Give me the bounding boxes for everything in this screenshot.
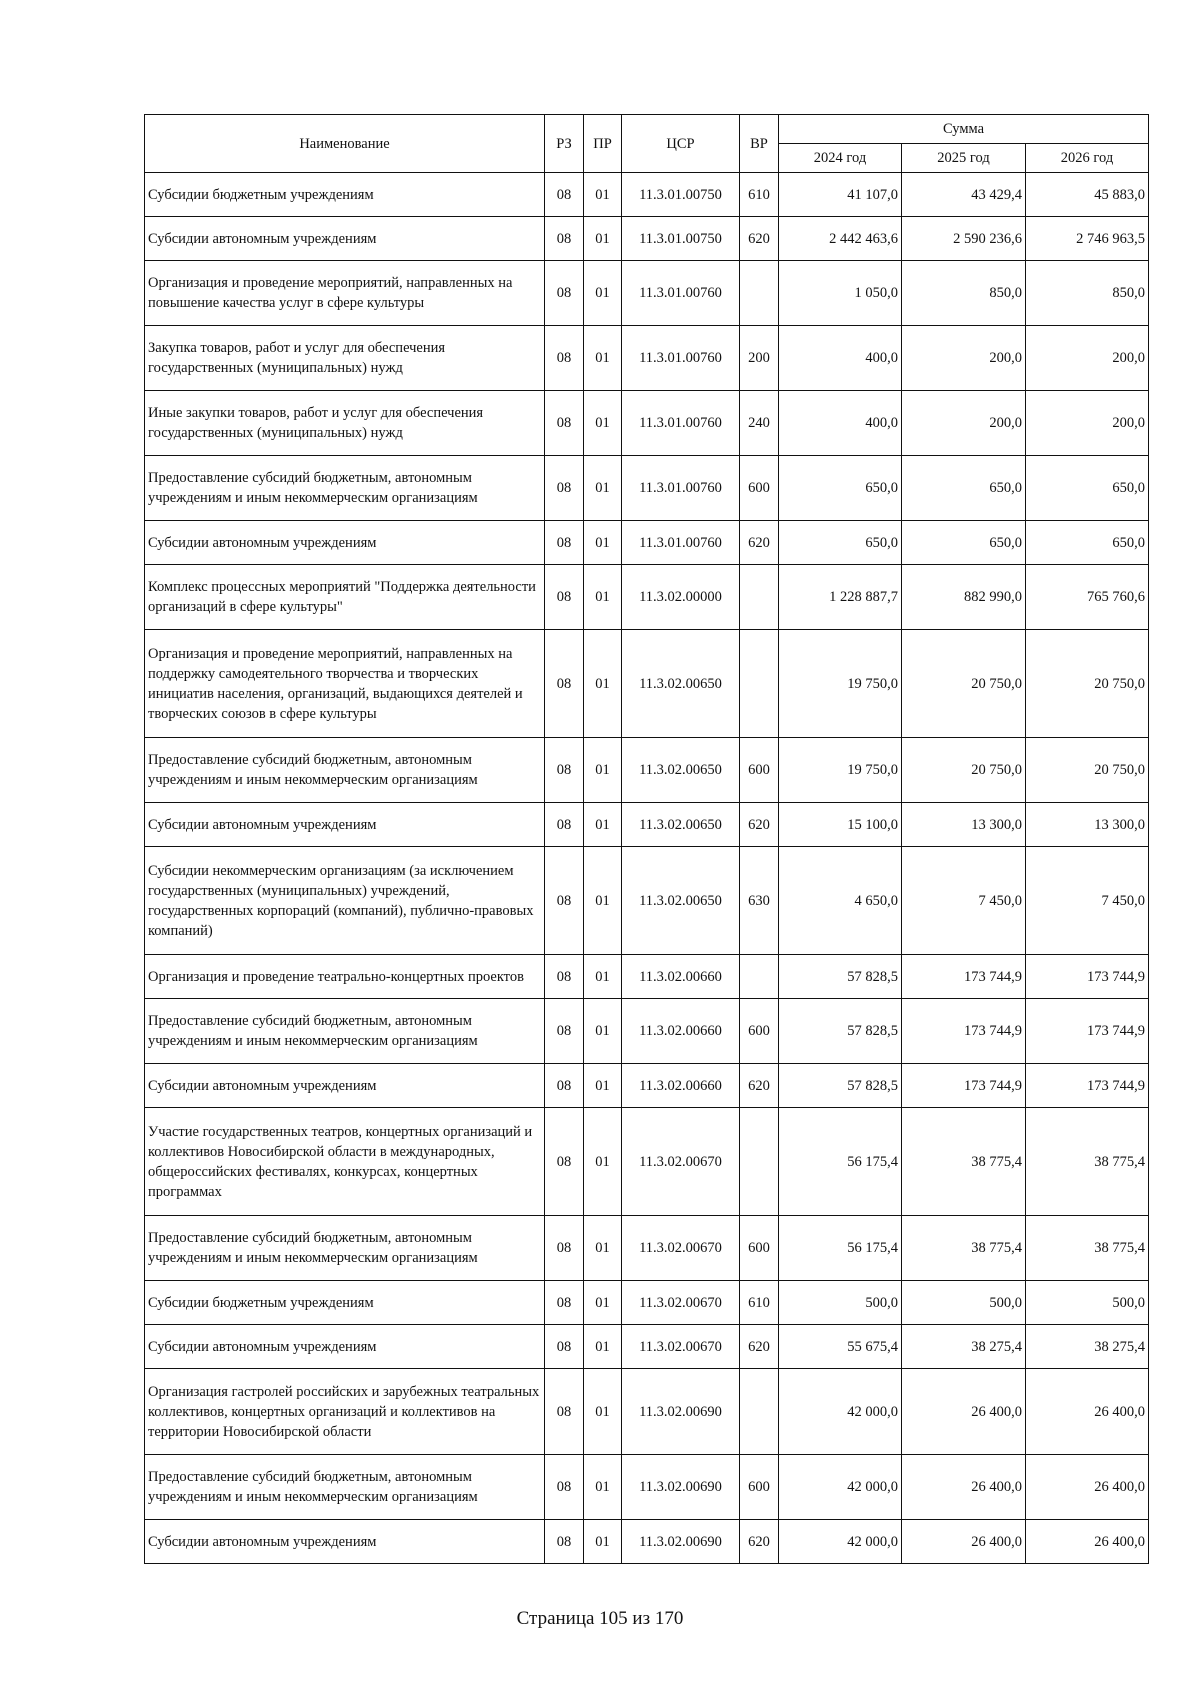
row-sum-2026: 650,0 <box>1026 456 1149 521</box>
row-name: Закупка товаров, работ и услуг для обеспечения государственных (муниципальных) нужд <box>145 326 545 391</box>
row-csr: 11.3.02.00650 <box>622 630 740 738</box>
header-2026: 2026 год <box>1026 144 1149 173</box>
row-rz: 08 <box>545 847 584 955</box>
row-csr: 11.3.02.00670 <box>622 1325 740 1369</box>
page-number: Страница 105 из 170 <box>516 1608 684 1629</box>
row-csr: 11.3.02.00660 <box>622 1064 740 1108</box>
row-sum-2024: 55 675,4 <box>779 1325 902 1369</box>
row-name: Субсидии бюджетным учреждениям <box>145 1281 545 1325</box>
row-pr: 01 <box>584 1281 622 1325</box>
row-pr: 01 <box>584 1520 622 1564</box>
row-sum-2024: 57 828,5 <box>779 955 902 999</box>
row-vr: 620 <box>740 1520 779 1564</box>
table-row <box>145 261 1149 326</box>
row-vr <box>740 1369 779 1455</box>
row-csr: 11.3.02.00690 <box>622 1369 740 1455</box>
row-sum-2025: 20 750,0 <box>902 630 1026 738</box>
header-2025: 2025 год <box>902 144 1026 173</box>
row-sum-2024: 57 828,5 <box>779 1064 902 1108</box>
row-sum-2026: 500,0 <box>1026 1281 1149 1325</box>
row-sum-2024: 19 750,0 <box>779 630 902 738</box>
row-csr: 11.3.01.00750 <box>622 173 740 217</box>
row-sum-2026: 20 750,0 <box>1026 738 1149 803</box>
row-rz: 08 <box>545 955 584 999</box>
table-row <box>145 999 1149 1064</box>
row-name: Субсидии автономным учреждениям <box>145 521 545 565</box>
row-name: Организация и проведение театрально-концертных проектов <box>145 955 545 999</box>
row-sum-2025: 38 775,4 <box>902 1216 1026 1281</box>
table-row <box>145 521 1149 565</box>
row-rz: 08 <box>545 803 584 847</box>
row-pr: 01 <box>584 1369 622 1455</box>
row-pr: 01 <box>584 630 622 738</box>
row-sum-2025: 26 400,0 <box>902 1455 1026 1520</box>
row-pr: 01 <box>584 803 622 847</box>
row-rz: 08 <box>545 1455 584 1520</box>
table-row <box>145 456 1149 521</box>
row-pr: 01 <box>584 326 622 391</box>
row-sum-2024: 42 000,0 <box>779 1455 902 1520</box>
row-name: Участие государственных театров, концертных организаций и коллективов Новосибирской области в международных, общероссийских фестивалях, конкурсах, концертных программах <box>145 1108 545 1216</box>
row-sum-2024: 15 100,0 <box>779 803 902 847</box>
row-sum-2024: 57 828,5 <box>779 999 902 1064</box>
row-rz: 08 <box>545 1281 584 1325</box>
row-vr: 600 <box>740 999 779 1064</box>
row-sum-2026: 38 275,4 <box>1026 1325 1149 1369</box>
row-pr: 01 <box>584 173 622 217</box>
row-name: Иные закупки товаров, работ и услуг для обеспечения государственных (муниципальных) нужд <box>145 391 545 456</box>
row-sum-2025: 38 775,4 <box>902 1108 1026 1216</box>
row-sum-2024: 500,0 <box>779 1281 902 1325</box>
row-csr: 11.3.02.00670 <box>622 1108 740 1216</box>
row-csr: 11.3.02.00690 <box>622 1520 740 1564</box>
row-rz: 08 <box>545 1216 584 1281</box>
row-vr: 600 <box>740 456 779 521</box>
row-sum-2024: 650,0 <box>779 521 902 565</box>
row-sum-2026: 850,0 <box>1026 261 1149 326</box>
row-name: Субсидии автономным учреждениям <box>145 1325 545 1369</box>
row-pr: 01 <box>584 1325 622 1369</box>
header-sum: Сумма <box>779 115 1149 144</box>
row-vr: 620 <box>740 521 779 565</box>
row-csr: 11.3.02.00650 <box>622 847 740 955</box>
row-pr: 01 <box>584 565 622 630</box>
table-row <box>145 1064 1149 1108</box>
row-vr <box>740 1108 779 1216</box>
row-sum-2026: 26 400,0 <box>1026 1455 1149 1520</box>
row-vr: 600 <box>740 1216 779 1281</box>
row-sum-2026: 7 450,0 <box>1026 847 1149 955</box>
row-vr: 620 <box>740 217 779 261</box>
row-name: Субсидии автономным учреждениям <box>145 1064 545 1108</box>
row-vr: 610 <box>740 1281 779 1325</box>
row-csr: 11.3.02.00000 <box>622 565 740 630</box>
row-sum-2026: 200,0 <box>1026 326 1149 391</box>
row-rz: 08 <box>545 217 584 261</box>
table-row <box>145 803 1149 847</box>
row-sum-2025: 650,0 <box>902 456 1026 521</box>
row-pr: 01 <box>584 999 622 1064</box>
row-name: Субсидии некоммерческим организациям (за исключением государственных (муниципальных) учреждений, государственных корпораций (компаний), публично-правовых компаний) <box>145 847 545 955</box>
row-rz: 08 <box>545 630 584 738</box>
row-sum-2025: 20 750,0 <box>902 738 1026 803</box>
row-pr: 01 <box>584 847 622 955</box>
row-pr: 01 <box>584 261 622 326</box>
row-csr: 11.3.01.00760 <box>622 261 740 326</box>
row-sum-2026: 173 744,9 <box>1026 999 1149 1064</box>
row-name: Организация гастролей российских и зарубежных театральных коллективов, концертных организаций и коллективов на территории Новосибирской области <box>145 1369 545 1455</box>
header-vr: ВР <box>740 115 779 173</box>
table-row <box>145 1455 1149 1520</box>
row-sum-2025: 173 744,9 <box>902 1064 1026 1108</box>
row-vr: 620 <box>740 1325 779 1369</box>
row-name: Предоставление субсидий бюджетным, автономным учреждениям и иным некоммерческим организациям <box>145 1455 545 1520</box>
row-csr: 11.3.02.00690 <box>622 1455 740 1520</box>
row-pr: 01 <box>584 521 622 565</box>
row-sum-2024: 1 228 887,7 <box>779 565 902 630</box>
row-csr: 11.3.02.00670 <box>622 1216 740 1281</box>
row-sum-2026: 26 400,0 <box>1026 1520 1149 1564</box>
row-vr: 240 <box>740 391 779 456</box>
row-csr: 11.3.02.00650 <box>622 803 740 847</box>
row-sum-2025: 173 744,9 <box>902 999 1026 1064</box>
row-rz: 08 <box>545 1325 584 1369</box>
row-vr <box>740 955 779 999</box>
table-row <box>145 1520 1149 1564</box>
row-pr: 01 <box>584 391 622 456</box>
row-vr: 600 <box>740 738 779 803</box>
row-rz: 08 <box>545 173 584 217</box>
row-sum-2024: 42 000,0 <box>779 1520 902 1564</box>
row-rz: 08 <box>545 738 584 803</box>
row-csr: 11.3.01.00750 <box>622 217 740 261</box>
row-pr: 01 <box>584 1455 622 1520</box>
row-sum-2026: 2 746 963,5 <box>1026 217 1149 261</box>
row-sum-2024: 400,0 <box>779 326 902 391</box>
row-rz: 08 <box>545 1064 584 1108</box>
row-name: Предоставление субсидий бюджетным, автономным учреждениям и иным некоммерческим организациям <box>145 456 545 521</box>
row-vr: 620 <box>740 1064 779 1108</box>
table-row <box>145 326 1149 391</box>
table-row <box>145 1281 1149 1325</box>
budget-table <box>144 114 1149 1564</box>
row-sum-2024: 56 175,4 <box>779 1216 902 1281</box>
row-csr: 11.3.02.00660 <box>622 955 740 999</box>
row-sum-2026: 650,0 <box>1026 521 1149 565</box>
table-row <box>145 847 1149 955</box>
row-pr: 01 <box>584 1108 622 1216</box>
row-vr <box>740 565 779 630</box>
row-sum-2025: 173 744,9 <box>902 955 1026 999</box>
row-sum-2026: 38 775,4 <box>1026 1108 1149 1216</box>
row-sum-2025: 850,0 <box>902 261 1026 326</box>
row-sum-2024: 650,0 <box>779 456 902 521</box>
row-name: Предоставление субсидий бюджетным, автономным учреждениям и иным некоммерческим организациям <box>145 1216 545 1281</box>
row-name: Субсидии бюджетным учреждениям <box>145 173 545 217</box>
row-vr: 600 <box>740 1455 779 1520</box>
row-csr: 11.3.02.00670 <box>622 1281 740 1325</box>
header-name: Наименование <box>145 115 545 173</box>
table-row <box>145 738 1149 803</box>
row-name: Предоставление субсидий бюджетным, автономным учреждениям и иным некоммерческим организациям <box>145 999 545 1064</box>
row-name: Субсидии автономным учреждениям <box>145 217 545 261</box>
header-csr: ЦСР <box>622 115 740 173</box>
table-row <box>145 630 1149 738</box>
header-pr: ПР <box>584 115 622 173</box>
row-sum-2026: 20 750,0 <box>1026 630 1149 738</box>
row-vr: 200 <box>740 326 779 391</box>
row-sum-2026: 200,0 <box>1026 391 1149 456</box>
row-name: Организация и проведение мероприятий, направленных на поддержку самодеятельного творчества и творческих инициатив населения, организаций, выдающихся деятелей и творческих союзов в сфере культуры <box>145 630 545 738</box>
row-sum-2025: 13 300,0 <box>902 803 1026 847</box>
row-sum-2026: 173 744,9 <box>1026 1064 1149 1108</box>
row-vr: 630 <box>740 847 779 955</box>
row-sum-2026: 45 883,0 <box>1026 173 1149 217</box>
table-body <box>145 173 1149 1564</box>
row-name: Комплекс процессных мероприятий "Поддержка деятельности организаций в сфере культуры" <box>145 565 545 630</box>
table-row <box>145 1216 1149 1281</box>
row-name: Организация и проведение мероприятий, направленных на повышение качества услуг в сфере культуры <box>145 261 545 326</box>
row-sum-2025: 26 400,0 <box>902 1369 1026 1455</box>
row-vr: 620 <box>740 803 779 847</box>
row-sum-2025: 43 429,4 <box>902 173 1026 217</box>
row-rz: 08 <box>545 456 584 521</box>
row-sum-2026: 173 744,9 <box>1026 955 1149 999</box>
row-sum-2025: 882 990,0 <box>902 565 1026 630</box>
table-row <box>145 1369 1149 1455</box>
row-sum-2024: 56 175,4 <box>779 1108 902 1216</box>
row-pr: 01 <box>584 456 622 521</box>
row-sum-2024: 400,0 <box>779 391 902 456</box>
row-rz: 08 <box>545 521 584 565</box>
row-sum-2025: 38 275,4 <box>902 1325 1026 1369</box>
row-sum-2025: 7 450,0 <box>902 847 1026 955</box>
row-sum-2024: 2 442 463,6 <box>779 217 902 261</box>
row-pr: 01 <box>584 738 622 803</box>
row-vr: 610 <box>740 173 779 217</box>
row-sum-2024: 1 050,0 <box>779 261 902 326</box>
row-rz: 08 <box>545 261 584 326</box>
row-rz: 08 <box>545 999 584 1064</box>
row-pr: 01 <box>584 1216 622 1281</box>
row-csr: 11.3.02.00660 <box>622 999 740 1064</box>
row-sum-2026: 38 775,4 <box>1026 1216 1149 1281</box>
row-rz: 08 <box>545 1520 584 1564</box>
row-sum-2026: 26 400,0 <box>1026 1369 1149 1455</box>
header-rz: РЗ <box>545 115 584 173</box>
row-sum-2024: 42 000,0 <box>779 1369 902 1455</box>
row-vr <box>740 630 779 738</box>
table-row <box>145 565 1149 630</box>
table-row <box>145 391 1149 456</box>
row-csr: 11.3.01.00760 <box>622 521 740 565</box>
row-sum-2026: 13 300,0 <box>1026 803 1149 847</box>
table-row <box>145 955 1149 999</box>
row-csr: 11.3.01.00760 <box>622 456 740 521</box>
row-name: Субсидии автономным учреждениям <box>145 1520 545 1564</box>
row-name: Субсидии автономным учреждениям <box>145 803 545 847</box>
row-sum-2025: 2 590 236,6 <box>902 217 1026 261</box>
row-sum-2026: 765 760,6 <box>1026 565 1149 630</box>
row-rz: 08 <box>545 326 584 391</box>
row-sum-2025: 26 400,0 <box>902 1520 1026 1564</box>
row-pr: 01 <box>584 217 622 261</box>
row-sum-2024: 4 650,0 <box>779 847 902 955</box>
table-row <box>145 1325 1149 1369</box>
row-sum-2025: 200,0 <box>902 391 1026 456</box>
row-rz: 08 <box>545 1369 584 1455</box>
row-sum-2025: 500,0 <box>902 1281 1026 1325</box>
row-vr <box>740 261 779 326</box>
table-row <box>145 173 1149 217</box>
row-csr: 11.3.01.00760 <box>622 326 740 391</box>
row-rz: 08 <box>545 565 584 630</box>
row-rz: 08 <box>545 391 584 456</box>
table-row <box>145 1108 1149 1216</box>
row-name: Предоставление субсидий бюджетным, автономным учреждениям и иным некоммерческим организациям <box>145 738 545 803</box>
row-csr: 11.3.02.00650 <box>622 738 740 803</box>
row-csr: 11.3.01.00760 <box>622 391 740 456</box>
table-row <box>145 217 1149 261</box>
row-rz: 08 <box>545 1108 584 1216</box>
header-2024: 2024 год <box>779 144 902 173</box>
row-pr: 01 <box>584 1064 622 1108</box>
row-sum-2024: 19 750,0 <box>779 738 902 803</box>
row-pr: 01 <box>584 955 622 999</box>
row-sum-2025: 650,0 <box>902 521 1026 565</box>
row-sum-2024: 41 107,0 <box>779 173 902 217</box>
row-sum-2025: 200,0 <box>902 326 1026 391</box>
